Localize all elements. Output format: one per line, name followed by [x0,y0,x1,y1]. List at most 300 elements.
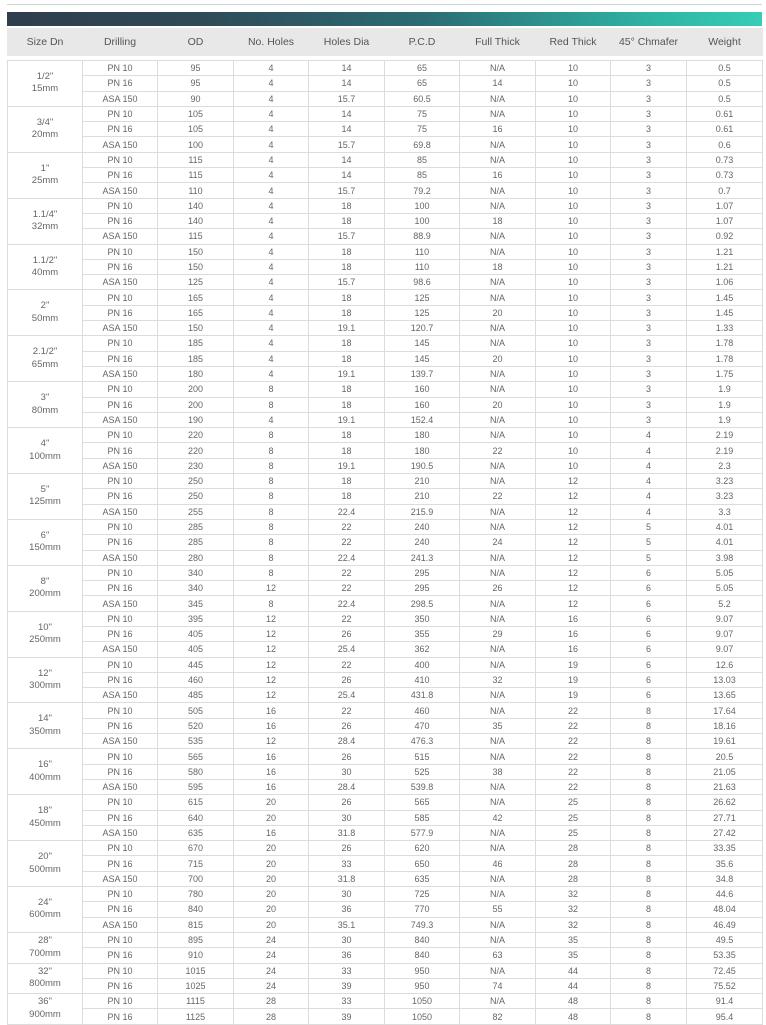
table-cell: ASA 150 [83,275,158,290]
table-cell: 115 [158,152,234,167]
table-cell: 840 [158,902,234,917]
table-cell: 340 [158,581,234,596]
table-cell: 24 [234,978,309,993]
table-cell: 700 [158,871,234,886]
table-cell: 85 [385,168,460,183]
table-cell: 160 [385,382,460,397]
table-cell: N/A [460,336,536,351]
table-cell: 4 [611,474,687,489]
table-cell: 8 [611,887,687,902]
table-cell: 25 [536,810,611,825]
table-cell: 140 [158,198,234,213]
table-cell: 139.7 [385,366,460,381]
size-cell [8,336,83,382]
table-cell: ASA 150 [83,229,158,244]
table-cell: 295 [385,565,460,580]
table-cell: 4 [234,168,309,183]
table-cell: 185 [158,336,234,351]
table-cell: PN 10 [83,290,158,305]
table-cell: N/A [460,565,536,580]
table-cell: 298.5 [385,596,460,611]
size-mm: 150mm [29,542,61,554]
size-cell [8,106,83,152]
table-cell: 19 [536,657,611,672]
table-row [8,336,763,351]
table-cell: 150 [158,259,234,274]
table-cell: 22 [536,703,611,718]
table-cell: PN 16 [83,856,158,871]
table-cell: 8 [611,734,687,749]
table-cell: 190.5 [385,458,460,473]
table-cell: 3 [611,412,687,427]
table-cell: 28 [536,856,611,871]
table-cell: 3 [611,91,687,106]
table-cell: 4 [234,259,309,274]
table-cell: 10 [536,351,611,366]
table-row [8,764,763,779]
table-cell: 395 [158,611,234,626]
table-cell: 255 [158,504,234,519]
table-cell: ASA 150 [83,412,158,427]
table-cell: 6 [611,581,687,596]
table-cell: 3 [611,290,687,305]
table-cell: 18 [460,259,536,274]
table-cell: 25.4 [309,688,385,703]
table-cell: N/A [460,229,536,244]
table-cell: 95 [158,61,234,76]
table-cell: 4 [611,489,687,504]
size-mm: 50mm [31,312,59,324]
table-cell: 18 [309,305,385,320]
size-inch: 3/4" [36,116,54,128]
table-row [8,397,763,412]
table-cell: 6 [611,611,687,626]
table-cell: 15.7 [309,229,385,244]
table-cell: 460 [385,703,460,718]
table-cell: 32 [460,672,536,687]
size-inch: 10" [38,621,52,633]
table-cell: 8 [611,932,687,947]
table-cell: N/A [460,841,536,856]
header-banner [7,12,762,26]
table-cell: 10 [536,290,611,305]
table-row [8,519,763,534]
table-cell: N/A [460,871,536,886]
column-header: Holes Dia [309,29,385,56]
table-cell: 485 [158,688,234,703]
table-cell: 16 [536,642,611,657]
table-cell: 3 [611,61,687,76]
table-cell: N/A [460,887,536,902]
table-cell: 10 [536,229,611,244]
table-cell: 6 [611,565,687,580]
table-cell: 8 [611,764,687,779]
table-cell: 26 [309,841,385,856]
table-cell: 3 [611,137,687,152]
table-cell: 110 [158,183,234,198]
table-row [8,183,763,198]
table-row [8,871,763,886]
table-cell: 120.7 [385,321,460,336]
table-cell: 240 [385,519,460,534]
table-cell: 22 [460,443,536,458]
table-cell: 22.4 [309,596,385,611]
table-cell: 20 [234,887,309,902]
table-cell: 220 [158,443,234,458]
table-cell: 18 [309,336,385,351]
size-cell [8,61,83,107]
table-cell: 90 [158,91,234,106]
table-cell: 100 [385,213,460,228]
table-cell: 8 [611,795,687,810]
table-cell: 9.07 [687,642,763,657]
table-cell: 10 [536,366,611,381]
table-cell: PN 10 [83,994,158,1009]
table-cell: 85 [385,152,460,167]
table-cell: 3 [611,397,687,412]
table-cell: 20.5 [687,749,763,764]
table-cell: 6 [611,672,687,687]
table-cell: 539.8 [385,779,460,794]
table-row [8,932,763,947]
table-cell: 635 [385,871,460,886]
table-cell: 10 [536,382,611,397]
table-cell: 1015 [158,963,234,978]
flange-spec-table [7,28,763,1025]
table-row [8,749,763,764]
size-inch: 8" [40,575,50,587]
size-mm: 600mm [29,909,61,921]
table-cell: 145 [385,336,460,351]
table-cell: 12 [234,626,309,641]
table-cell: 12 [536,504,611,519]
table-cell: 4 [234,275,309,290]
table-row [8,642,763,657]
table-row [8,841,763,856]
table-cell: 8 [611,1009,687,1024]
table-cell: 18 [309,489,385,504]
table-row [8,152,763,167]
table-cell: 74 [460,978,536,993]
table-cell: 535 [158,734,234,749]
table-cell: 30 [309,764,385,779]
table-cell: 8 [234,474,309,489]
table-cell: 200 [158,382,234,397]
table-cell: 10 [536,106,611,121]
table-cell: PN 10 [83,198,158,213]
table-cell: 42 [460,810,536,825]
table-cell: 215.9 [385,504,460,519]
table-cell: 840 [385,948,460,963]
size-mm: 500mm [29,863,61,875]
table-cell: 39 [309,978,385,993]
table-cell: N/A [460,994,536,1009]
table-cell: N/A [460,734,536,749]
table-row [8,474,763,489]
table-cell: 10 [536,321,611,336]
table-cell: 3 [611,351,687,366]
table-cell: 115 [158,229,234,244]
size-mm: 15mm [31,83,59,95]
table-row [8,275,763,290]
table-cell: 18.16 [687,718,763,733]
table-cell: 20 [234,871,309,886]
table-cell: PN 10 [83,519,158,534]
size-inch: 1.1/2" [32,254,58,266]
table-cell: 4.01 [687,535,763,550]
table-cell: N/A [460,657,536,672]
table-cell: 18 [309,474,385,489]
table-cell: 32 [536,902,611,917]
table-cell: PN 16 [83,978,158,993]
table-row [8,626,763,641]
size-inch: 1.1/4" [32,208,58,220]
table-cell: 21.05 [687,764,763,779]
size-cell [8,152,83,198]
table-header-row [8,29,763,56]
table-cell: 17.64 [687,703,763,718]
table-cell: 4.01 [687,519,763,534]
table-cell: 33 [309,856,385,871]
table-cell: 4 [234,229,309,244]
table-cell: 1.75 [687,366,763,381]
table-cell: 16 [460,168,536,183]
size-cell [8,887,83,933]
table-cell: 10 [536,183,611,198]
table-cell: PN 16 [83,764,158,779]
table-cell: 1.21 [687,244,763,259]
table-cell: 10 [536,91,611,106]
table-cell: 345 [158,596,234,611]
table-cell: 0.92 [687,229,763,244]
table-cell: 63 [460,948,536,963]
table-cell: 12.6 [687,657,763,672]
table-cell: 75 [385,106,460,121]
table-cell: 4 [234,244,309,259]
size-mm: 125mm [29,496,61,508]
table-cell: 10 [536,336,611,351]
table-cell: 9.07 [687,626,763,641]
table-cell: 0.5 [687,91,763,106]
table-cell: 65 [385,76,460,91]
table-cell: 4 [234,198,309,213]
table-cell: 18 [309,290,385,305]
table-row [8,458,763,473]
table-cell: ASA 150 [83,779,158,794]
table-row [8,917,763,932]
size-cell [8,841,83,887]
table-cell: 8 [234,519,309,534]
table-cell: ASA 150 [83,688,158,703]
table-cell: 22 [536,749,611,764]
table-row [8,137,763,152]
table-cell: N/A [460,611,536,626]
size-inch: 1" [40,162,50,174]
size-cell [8,795,83,841]
table-cell: 250 [158,489,234,504]
table-cell: PN 16 [83,672,158,687]
table-cell: PN 10 [83,963,158,978]
table-cell: 362 [385,642,460,657]
table-cell: 180 [385,443,460,458]
table-cell: N/A [460,183,536,198]
table-cell: PN 10 [83,244,158,259]
table-cell: 615 [158,795,234,810]
table-cell: 12 [536,596,611,611]
table-cell: N/A [460,504,536,519]
table-cell: N/A [460,321,536,336]
table-cell: 22 [309,519,385,534]
table-cell: 12 [536,519,611,534]
table-cell: 595 [158,779,234,794]
table-cell: 585 [385,810,460,825]
size-inch: 36" [38,996,52,1008]
table-cell: N/A [460,825,536,840]
table-cell: N/A [460,550,536,565]
table-cell: 1.07 [687,213,763,228]
table-cell: ASA 150 [83,458,158,473]
table-cell: 1.9 [687,397,763,412]
table-cell: 355 [385,626,460,641]
table-cell: 31.8 [309,825,385,840]
table-cell: 2.3 [687,458,763,473]
table-row [8,489,763,504]
table-cell: 25 [536,795,611,810]
table-cell: PN 10 [83,382,158,397]
table-row [8,718,763,733]
table-cell: 4 [611,443,687,458]
table-cell: 3 [611,244,687,259]
table-cell: 0.5 [687,76,763,91]
table-cell: 210 [385,489,460,504]
table-cell: 5 [611,535,687,550]
table-cell: 20 [460,305,536,320]
table-cell: 6 [611,596,687,611]
table-cell: 4 [611,428,687,443]
table-row [8,611,763,626]
table-cell: PN 16 [83,535,158,550]
table-cell: 1115 [158,994,234,1009]
table-cell: 39 [309,1009,385,1024]
table-cell: 8 [234,428,309,443]
table-cell: ASA 150 [83,871,158,886]
size-cell [8,519,83,565]
table-cell: 18 [309,198,385,213]
size-cell [8,703,83,749]
table-cell: 210 [385,474,460,489]
table-cell: ASA 150 [83,321,158,336]
table-cell: N/A [460,366,536,381]
size-mm: 20mm [31,129,59,141]
table-cell: 240 [385,535,460,550]
table-cell: ASA 150 [83,734,158,749]
table-cell: 18 [309,397,385,412]
column-header: Weight [687,29,763,56]
table-cell: 3 [611,183,687,198]
table-cell: 12 [234,688,309,703]
table-cell: N/A [460,749,536,764]
table-cell: PN 10 [83,932,158,947]
table-cell: PN 16 [83,122,158,137]
size-cell [8,290,83,336]
table-row [8,321,763,336]
size-cell [8,244,83,290]
table-cell: 19.61 [687,734,763,749]
table-cell: 8 [234,458,309,473]
table-cell: 125 [385,290,460,305]
table-cell: 55 [460,902,536,917]
table-cell: 10 [536,458,611,473]
table-cell: 520 [158,718,234,733]
table-cell: 10 [536,412,611,427]
table-cell: 26 [309,749,385,764]
table-row [8,412,763,427]
table-cell: 180 [158,366,234,381]
size-inch: 24" [38,896,52,908]
size-inch: 2" [40,300,50,312]
size-cell [8,994,83,1025]
table-cell: 160 [385,397,460,412]
table-cell: PN 16 [83,902,158,917]
table-cell: 8 [234,535,309,550]
table-cell: 16 [234,718,309,733]
table-cell: 34.8 [687,871,763,886]
table-cell: 15.7 [309,275,385,290]
table-cell: 3 [611,305,687,320]
table-cell: 405 [158,642,234,657]
table-cell: 577.9 [385,825,460,840]
table-cell: 5.05 [687,565,763,580]
table-cell: 8 [611,779,687,794]
table-cell: N/A [460,963,536,978]
table-cell: 30 [309,887,385,902]
table-cell: PN 10 [83,611,158,626]
size-inch: 32" [38,965,52,977]
table-cell: 35 [536,932,611,947]
table-row [8,428,763,443]
table-cell: 44.6 [687,887,763,902]
table-cell: 22 [309,657,385,672]
table-cell: 95 [158,76,234,91]
size-cell [8,611,83,657]
table-cell: 26 [309,672,385,687]
table-cell: N/A [460,779,536,794]
table-cell: PN 16 [83,948,158,963]
table-cell: 18 [309,443,385,458]
table-cell: 110 [385,244,460,259]
table-row [8,703,763,718]
table-row [8,122,763,137]
table-cell: 28.4 [309,779,385,794]
table-cell: 26 [309,795,385,810]
table-cell: 14 [309,76,385,91]
column-header: 45° Chmafer [611,29,687,56]
table-cell: ASA 150 [83,183,158,198]
table-row [8,76,763,91]
table-cell: 6 [611,626,687,641]
table-cell: 48 [536,994,611,1009]
table-cell: 26 [460,581,536,596]
table-cell: N/A [460,474,536,489]
table-cell: 1025 [158,978,234,993]
table-cell: 9.07 [687,611,763,626]
table-cell: 749.3 [385,917,460,932]
size-cell [8,382,83,428]
table-cell: 280 [158,550,234,565]
table-cell: 640 [158,810,234,825]
table-cell: 4 [234,213,309,228]
size-mm: 350mm [29,725,61,737]
